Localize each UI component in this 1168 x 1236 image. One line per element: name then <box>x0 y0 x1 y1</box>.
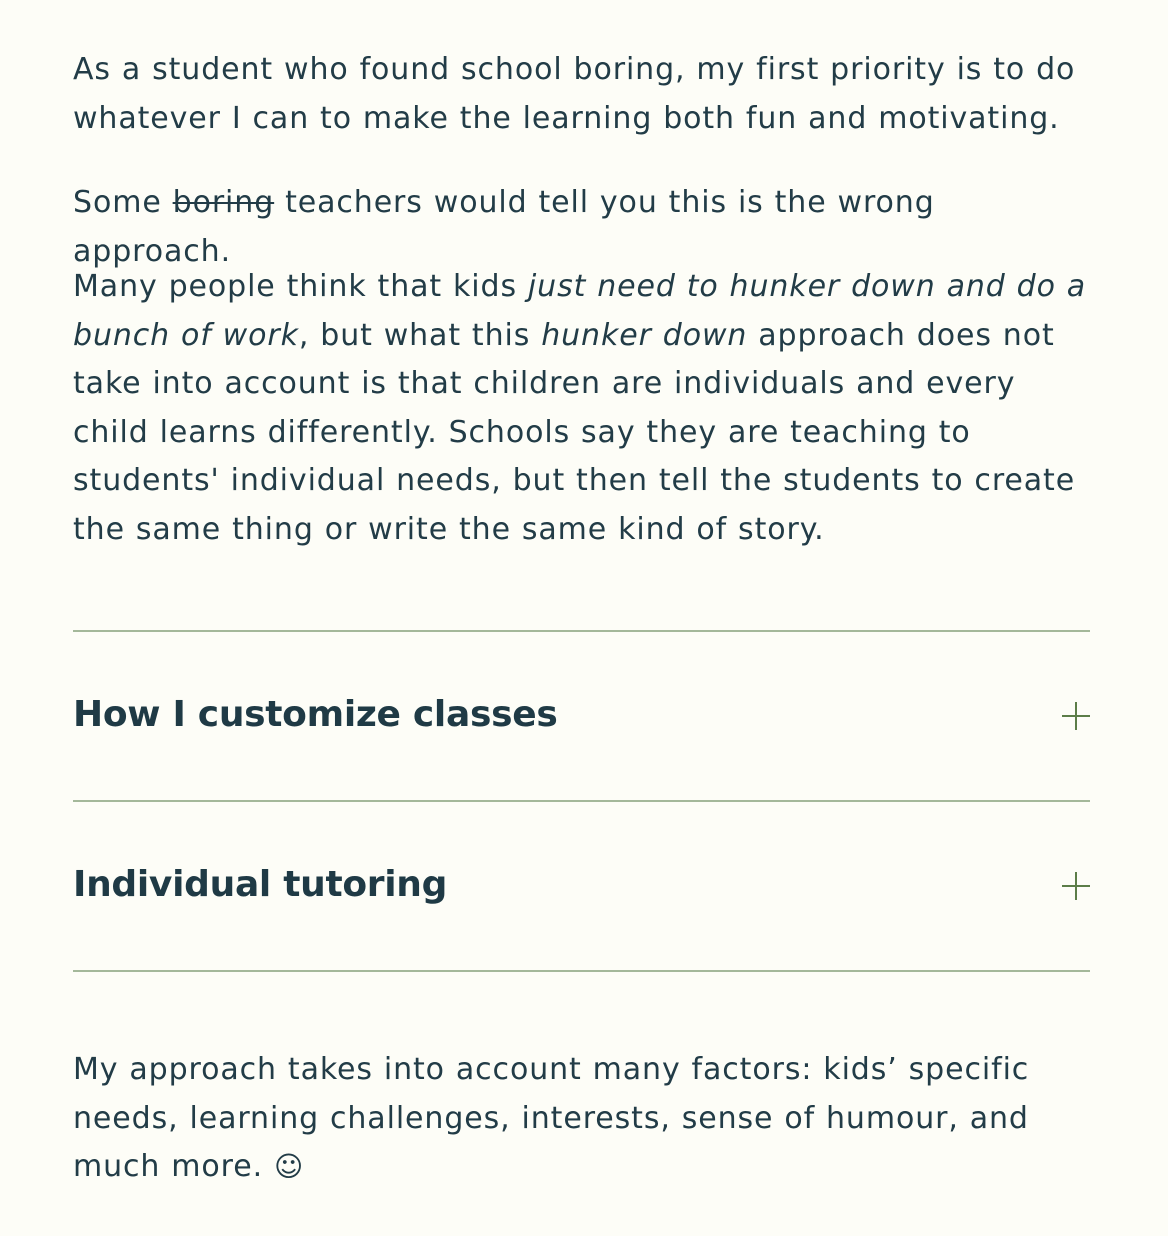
accordion-item-customize-classes[interactable] <box>73 630 1090 800</box>
smiley-icon: ☺ <box>273 1150 305 1183</box>
accordion-title: How I customize classes <box>73 694 558 735</box>
p3-text-b: , but what this <box>298 317 542 353</box>
outro-paragraph <box>73 1046 1098 1192</box>
accordion-title: Individual tutoring <box>73 864 448 905</box>
accordion <box>73 630 1090 972</box>
outro-section <box>73 1046 1098 1192</box>
p3-emphasis-1: just need to hunker down and do a bunch of work <box>73 269 1087 353</box>
intro-paragraph-2 <box>73 179 1098 276</box>
outro-text: My approach takes into account many factors: kids’ specific needs, learning challenges, interests, sense of humour, and much more. <box>73 1052 1030 1184</box>
intro-paragraph-1: As a student who found school boring, my first priority is to do whatever I can to make the learning both fun and motivating. <box>73 52 1076 136</box>
struck-word: boring <box>172 185 275 220</box>
intro-paragraph-3 <box>73 263 1093 554</box>
p2-text-before: Some <box>73 185 173 220</box>
p2-text-after: teachers would tell you this is the wrong approach. <box>73 185 935 269</box>
p3-emphasis-2: hunker down <box>541 317 748 353</box>
p3-text-c: approach does not take into account is that children are individuals and every child learns differently. Schools say they are teaching to students' individual needs, but then tell the students to create the same thing or write the same kind of story. <box>73 317 1076 547</box>
plus-icon[interactable] <box>1062 702 1090 730</box>
accordion-divider <box>73 970 1090 972</box>
plus-icon[interactable] <box>1062 872 1090 900</box>
p3-text-a: Many people think that kids <box>73 269 528 304</box>
accordion-item-individual-tutoring[interactable] <box>73 800 1090 970</box>
